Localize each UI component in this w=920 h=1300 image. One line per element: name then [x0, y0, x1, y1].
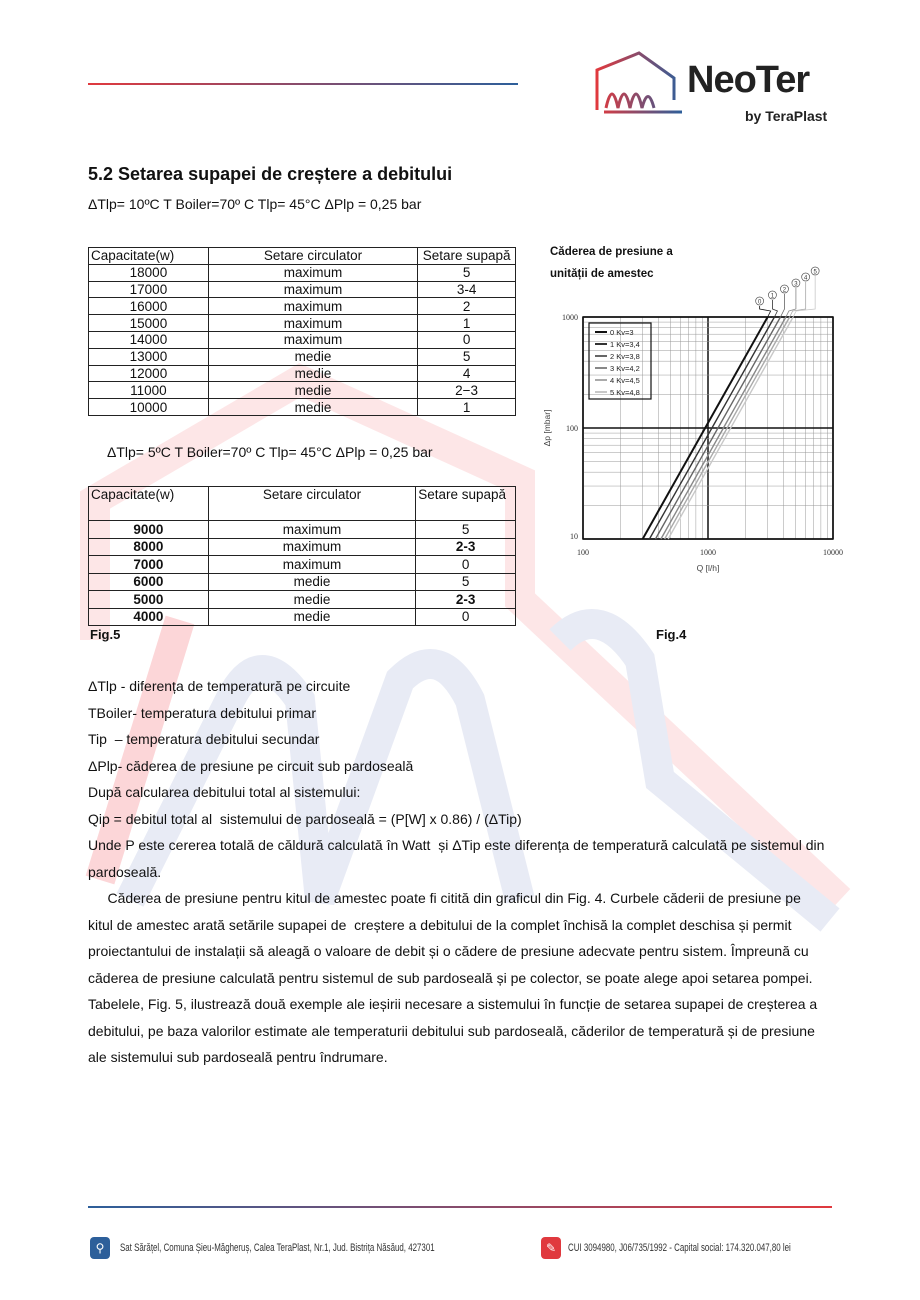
table-cell: maximum	[208, 264, 417, 281]
table-row	[89, 591, 516, 609]
series-marker-label: 2	[782, 287, 787, 294]
paragraph: ΔTlp - diferența de temperatură pe circuite	[88, 678, 351, 694]
column-header: Setare circulator	[208, 487, 415, 521]
table-cell: 14000	[89, 331, 209, 348]
legend-label: 1 Kv=3,4	[610, 340, 640, 349]
paragraph: După calcularea debitului total al sistemului:	[88, 784, 361, 800]
table-cell: 15000	[89, 315, 209, 332]
section-title: 5.2 Setarea supapei de creștere a debitului	[88, 164, 453, 184]
table-cell: maximum	[208, 521, 415, 539]
table-header-row	[89, 248, 516, 265]
header-divider	[88, 83, 518, 85]
table-cell: medie	[208, 399, 417, 416]
column-header: Capacitate(w)	[89, 487, 209, 521]
series-marker-label: 3	[794, 281, 798, 288]
table-cell: 0	[418, 331, 516, 348]
x-tick-label: 10000	[823, 548, 843, 557]
body-text	[88, 673, 828, 1071]
table-cell: 2−3	[418, 382, 516, 399]
table-row	[89, 382, 516, 399]
paragraph: ΔPlp- căderea de presiune pe circuit sub pardoseală	[88, 757, 414, 774]
settings-table-1	[88, 247, 516, 416]
table-cell: 7000	[89, 556, 209, 574]
table-row	[89, 538, 516, 556]
table-cell: 5	[418, 264, 516, 281]
table-cell: 2	[418, 298, 516, 315]
paragraph: Unde P este cererea totală de căldură calculată în Watt și ΔTip este diferența de temperatură calculată pe sistemul din pardoseală.	[88, 837, 829, 880]
table-cell: 2-3	[416, 591, 516, 609]
paragraph: Căderea de presiune pentru kitul de amestec poate fi citită din graficul din Fig. 4. Curbele căderii de presiune pe kitul de amestec arată setările supapei de creștere a debitului de la complet închisă la complet deschisa și permit proiectantului de instalații să aleagă o valoare de debit și o cădere de presiune adecvate pentru sistem. Împreună cu căderea de presiune calculată pentru sistemul de sub pardoseală și pe colector, se poate alege apoi setarea pompei.	[88, 890, 813, 986]
legend-label: 2 Kv=3,8	[610, 352, 640, 361]
table-row	[89, 521, 516, 539]
table-cell: 2-3	[416, 538, 516, 556]
y-tick-label: 10	[570, 532, 578, 541]
y-axis-label: Δp [mbar]	[542, 409, 552, 447]
table-cell: 4	[418, 365, 516, 382]
table-cell: maximum	[208, 331, 417, 348]
table-cell: medie	[208, 348, 417, 365]
table-cell: 5	[416, 573, 516, 591]
paragraph: Tabelele, Fig. 5, ilustrează două exemple ale ieșirii necesare a sistemului în funcție de setarea supapei de creșterea a debitului, pe baza valorilor estimate ale temperaturii debitului sub pardoseală, căderilor de temperatură și de presiune ale sistemului sub pardoseală pentru îndrumare.	[88, 996, 822, 1065]
x-tick-label: 100	[577, 548, 589, 557]
table-cell: 11000	[89, 382, 209, 399]
table-cell: 9000	[89, 521, 209, 539]
column-header: Capacitate(w)	[89, 248, 209, 265]
table-cell: 8000	[89, 538, 209, 556]
table-cell: 4000	[89, 608, 209, 626]
y-tick-label: 100	[566, 424, 578, 433]
series-marker-label: 1	[770, 293, 775, 300]
table-cell: 3-4	[418, 281, 516, 298]
paragraph: Tip – temperatura debitului secundar	[88, 731, 320, 747]
y-tick-label: 1000	[562, 313, 578, 322]
paragraph: TBoiler- temperatura debitului primar	[88, 704, 316, 721]
table-cell: 5000	[89, 591, 209, 609]
table-cell: 13000	[89, 348, 209, 365]
table-cell: medie	[208, 591, 415, 609]
callout-line	[790, 282, 806, 317]
table-row	[89, 573, 516, 591]
document-icon: ✎	[541, 1237, 561, 1259]
table-cell: 10000	[89, 399, 209, 416]
chart-title-line-1: Căderea de presiune a	[550, 246, 673, 258]
callout-line	[786, 288, 796, 317]
callout-line	[780, 294, 784, 317]
table-row	[89, 315, 516, 332]
legend-label: 3 Kv=4,2	[610, 364, 640, 373]
pressure-drop-chart	[530, 250, 860, 580]
table-row	[89, 281, 516, 298]
table-cell: maximum	[208, 298, 417, 315]
column-header: Setare supapă	[416, 487, 516, 521]
series-marker-label: 5	[813, 269, 817, 276]
table-cell: 5	[418, 348, 516, 365]
legend-label: 5 Kv=4,8	[610, 388, 640, 397]
column-header: Setare circulator	[208, 248, 417, 265]
table-cell: 17000	[89, 281, 209, 298]
brand-name: NeoTer	[687, 59, 810, 101]
settings-table-2	[88, 486, 516, 626]
paragraph: Qip = debitul total al sistemului de pardoseală = (P[W] x 0.86) / (ΔTip)	[88, 810, 522, 827]
table-row	[89, 331, 516, 348]
table-cell: 18000	[89, 264, 209, 281]
table-cell: 16000	[89, 298, 209, 315]
table-cell: 6000	[89, 573, 209, 591]
table-cell: medie	[208, 382, 417, 399]
series-marker-label: 4	[803, 275, 808, 282]
footer-company-info: CUI 3094980, J06/735/1992 - Capital social: 174.320.047,80 lei	[568, 1242, 791, 1254]
chart-title-line-2: unității de amestec	[550, 268, 654, 280]
callout-line	[760, 306, 771, 317]
footer-divider	[88, 1206, 832, 1208]
table-cell: medie	[208, 573, 415, 591]
fig4-caption: Fig.4	[656, 627, 687, 642]
callout-line	[772, 300, 777, 317]
x-tick-label: 1000	[700, 548, 716, 557]
location-pin-icon: ⚲	[90, 1237, 110, 1259]
legend-label: 0 Kv=3	[610, 328, 634, 337]
condition-line-2: ΔTlp= 5ºC T Boiler=70º C Tlp= 45°C ΔPlp = 0,25 bar	[107, 444, 433, 460]
house-logo-icon	[594, 50, 684, 114]
brand-tagline: by TeraPlast	[745, 108, 828, 124]
table-cell: maximum	[208, 538, 415, 556]
table-header-row	[89, 487, 516, 521]
fig5-caption: Fig.5	[90, 627, 121, 642]
table-row	[89, 365, 516, 382]
table-row	[89, 298, 516, 315]
table-row	[89, 264, 516, 281]
table-cell: maximum	[208, 315, 417, 332]
neoter-logo	[594, 50, 684, 119]
table-cell: medie	[208, 365, 417, 382]
table-row	[89, 556, 516, 574]
x-axis-label: Q [l/h]	[696, 563, 720, 573]
table-row	[89, 348, 516, 365]
table-row	[89, 399, 516, 416]
table-cell: 5	[416, 521, 516, 539]
table-cell: 0	[416, 608, 516, 626]
table-cell: 1	[418, 399, 516, 416]
table-cell: maximum	[208, 281, 417, 298]
table-cell: 0	[416, 556, 516, 574]
table-cell: maximum	[208, 556, 415, 574]
series-marker-label: 0	[757, 299, 762, 306]
legend-label: 4 Kv=4,5	[610, 376, 640, 385]
footer-address: Sat Sărățel, Comuna Șieu-Măgheruș, Calea TeraPlast, Nr.1, Jud. Bistrița Năsăud, 427301	[120, 1242, 435, 1254]
column-header: Setare supapă	[418, 248, 516, 265]
table-cell: 1	[418, 315, 516, 332]
table-row	[89, 608, 516, 626]
table-cell: 12000	[89, 365, 209, 382]
table-cell: medie	[208, 608, 415, 626]
condition-line-1: ΔTlp= 10ºC T Boiler=70º C Tlp= 45°C ΔPlp = 0,25 bar	[88, 196, 422, 212]
